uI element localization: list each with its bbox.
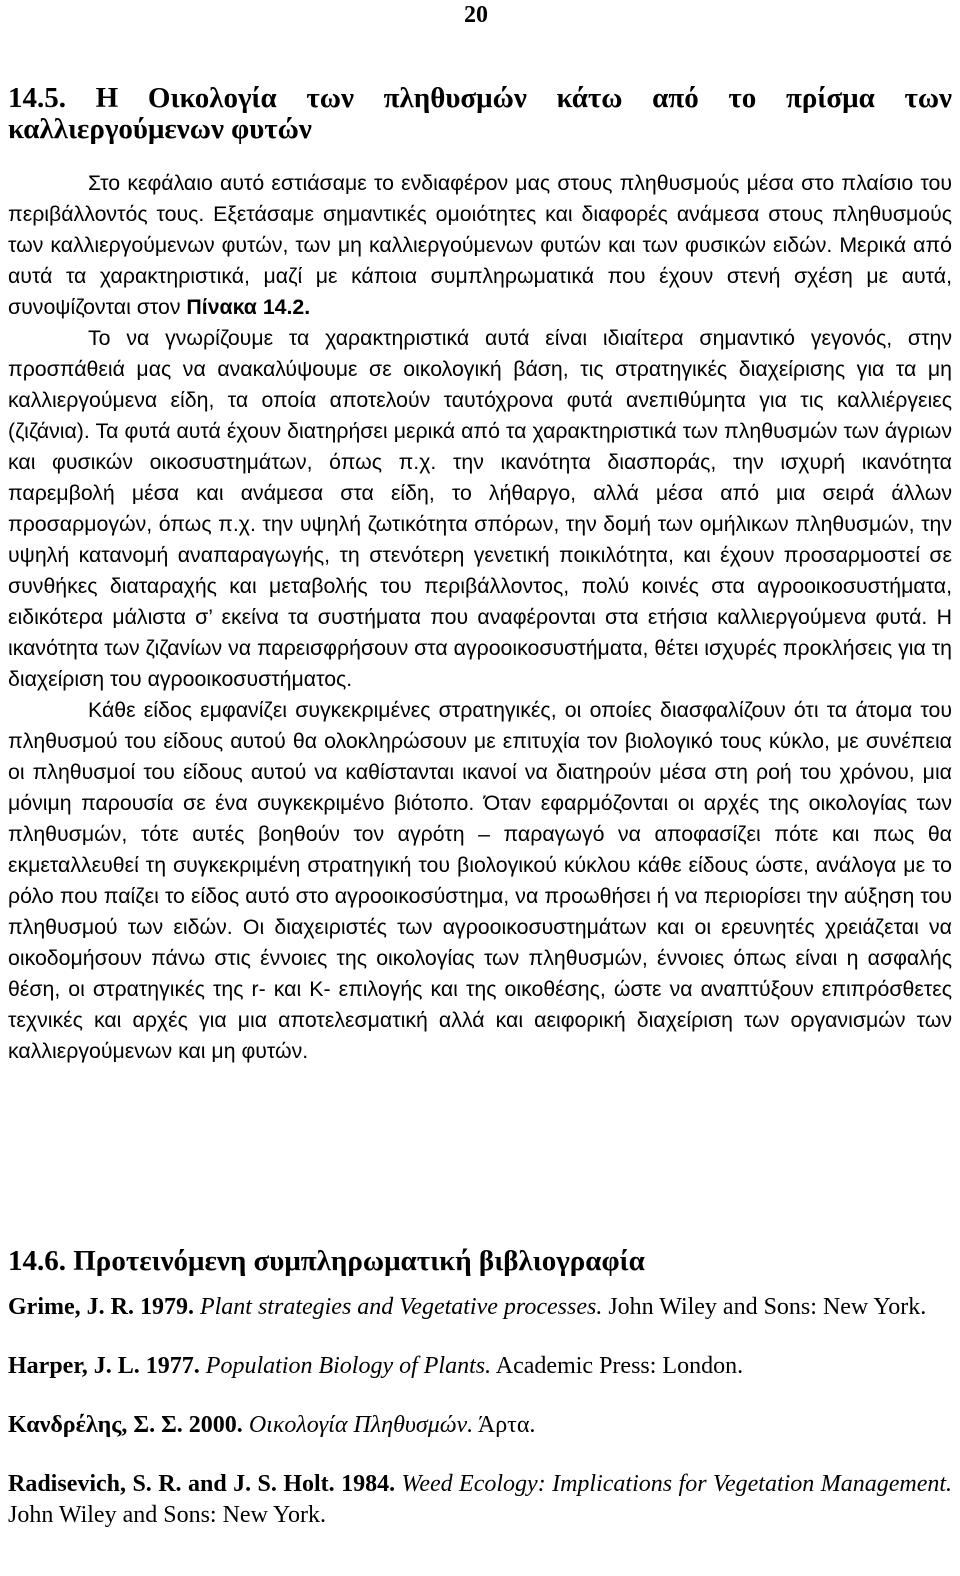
reference-title: Weed Ecology: Implications for Vegetation Management. (401, 1471, 953, 1497)
paragraph-2: Το να γνωρίζουμε τα χαρακτηριστικά αυτά είναι ιδιαίτερα σημαντικό γεγονός, στην προσπάθειά μας να ανακαλύψουμε σε οικολογική βάση, τις στρατηγικές διαχείρισης για τα μη καλλιεργούμενα είδη, τα οποία αποτελούν ταυτόχρονα φυτά ανεπιθύμητα για τις καλλιέργειες (ζιζάνια). Τα φυτά αυτά έχουν διατηρήσει μερικά από τα χαρακτηριστικά των πληθυσμών των άγριων και φυσικών οικοσυστημάτων, όπως π.χ. την ικανότητα διασποράς, την ισχυρή ικανότητα παρεμβολή μέσα και ανάμεσα στα είδη, το λήθαργο, αλλά μέσα από μια σειρά άλλων προσαρμογών, όπως π.χ. την υψηλή ζωτικότητα σπόρων, την δομή των ομήλικων πληθυσμών, την υψηλή κατανομή αναπαραγωγής, τη στενότερη γενετική ποικιλότητα, και έχουν προσαρμοστεί σε συνθήκες διαταραχής και μεταβολής του περιβάλλοντος, πολύ κοινές στα αγροοικοσυστήματα, ειδικότερα μάλιστα σ’ εκείνα τα συστήματα που αναφέρονται στα ετήσια καλλιεργούμενα φυτά. Η ικανότητα των ζιζανίων να παρεισφρήσουν στα αγροοικοσυστήματα, θέτει ισχυρές προκλήσεις για τη διαχείριση του αγροοικοσυστήματος. (8, 326, 952, 691)
reference-authors: Harper, J. L. 1977. (8, 1353, 200, 1379)
paragraph-1 (8, 168, 952, 323)
page-number: 20 (464, 2, 488, 28)
reference-authors: Κανδρέλης, Σ. Σ. 2000. (8, 1412, 243, 1438)
reference-publisher: Άρτα. (477, 1412, 536, 1438)
reference-item (8, 1410, 952, 1441)
reference-publisher: John Wiley and Sons: New York. (608, 1294, 927, 1320)
reference-publisher: Academic Press: London. (495, 1353, 744, 1379)
bibliography-title: 14.6. Προτεινόμενη συμπληρωματική βιβλιογραφία (8, 1245, 645, 1278)
reference-authors: Radisevich, S. R. and J. S. Holt. 1984. (8, 1471, 396, 1497)
table-reference: Πίνακα 14.2. (186, 295, 311, 319)
paragraph-3: Κάθε είδος εμφανίζει συγκεκριμένες στρατηγικές, οι οποίες διασφαλίζουν ότι τα άτομα του πληθυσμού του είδους αυτού θα ολοκληρώσουν με επιτυχία τον βιολογικό τους κύκλο, με συνέπεια οι πληθυσμοί του είδους αυτού να καθίστανται ικανοί να διατηρούν μέσα στη ροή του χρόνου, μια μόνιμη παρουσία σε ένα συγκεκριμένο βιότοπο. Όταν εφαρμόζονται οι αρχές της οικολογίας των πληθυσμών, τότε αυτές βοηθούν τον αγρότη – παραγωγό να αποφασίζει πότε και πως θα εκμεταλλευθεί τη συγκεκριμένη στρατηγική του βιολογικού κύκλου κάθε είδους ώστε, ανάλογα με το ρόλο που παίζει το είδος αυτό στο αγροοικοσύστημα, να προωθήσει ή να περιορίσει την αύξηση του πληθυσμού των ειδών. Οι διαχειριστές των αγροοικοσυστημάτων και οι ερευνητές χρειάζεται να οικοδομήσουν πάνω στις έννοιες της οικολογίας των πληθυσμών, έννοιες όπως είναι η ασφαλής θέση, οι στρατηγικές της r- και K- επιλογής και της οικοθέσης, ώστε να αναπτύξουν επιπρόσθετες τεχνικές και αρχές για μια αποτελεσματική αλλά και αειφορική διαχείριση των οργανισμών των καλλιεργούμενων και μη φυτών. (8, 698, 952, 1063)
reference-title: Plant strategies and Vegetative processes. (199, 1294, 603, 1320)
reference-item (8, 1469, 952, 1531)
reference-item (8, 1351, 952, 1382)
bibliography-list (8, 1292, 952, 1559)
reference-publisher: John Wiley and Sons: New York. (8, 1502, 326, 1528)
paragraph-1-text: Στο κεφάλαιο αυτό εστιάσαμε το ενδιαφέρον μας στους πληθυσμούς μέσα στο πλαίσιο του περιβάλλοντός τους. Εξετάσαμε σημαντικές ομοιότητες και διαφορές ανάμεσα στους πληθυσμούς των καλλιεργούμενων φυτών, των μη καλλιεργούμενων φυτών και των φυσικών ειδών. Μερικά από αυτά τα χαρακτηριστικά, μαζί με κάποια συμπληρωματικά που έχουν στενή σχέση με αυτά, συνοψίζονται στον (8, 171, 952, 319)
section-body (8, 168, 952, 1067)
reference-authors: Grime, J. R. 1979. (8, 1294, 194, 1320)
reference-item (8, 1292, 952, 1323)
reference-title: Οικολογία Πληθυσμών. (248, 1412, 474, 1438)
section-title: 14.5. Η Οικολογία των πληθυσμών κάτω από το πρίσμα των καλλιεργούμενων φυτών (8, 82, 952, 146)
reference-title: Population Biology of Plants. (205, 1353, 492, 1379)
